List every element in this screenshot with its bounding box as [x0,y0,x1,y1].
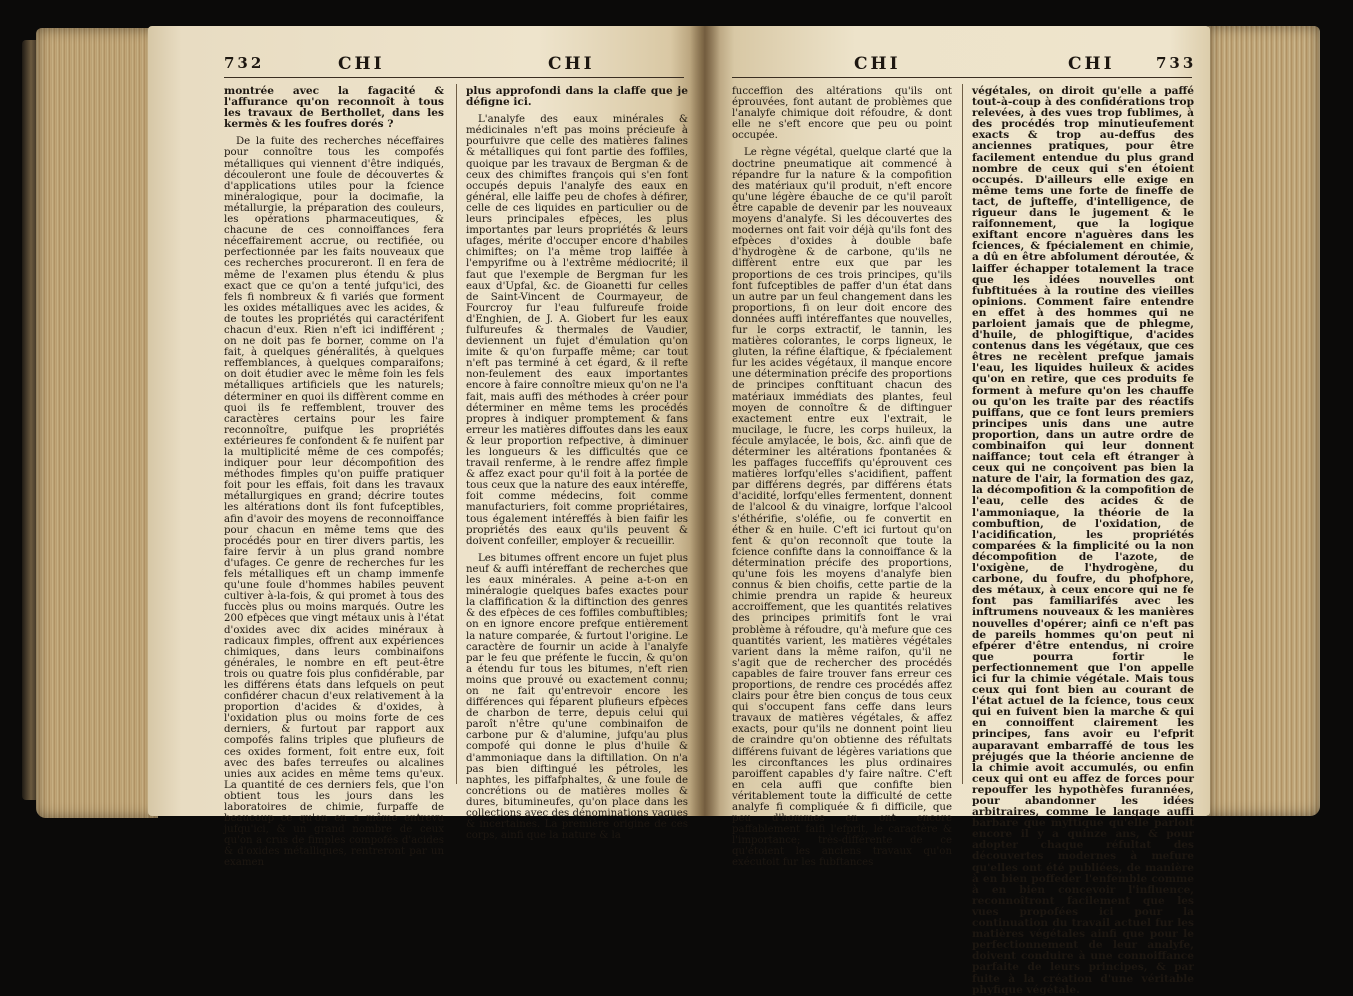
paragraph: montrée avec la fagacité & l'affurance qu'on reconnoît à tous les travaux de Berthollet, dans les kermès & les foufres dorés ? [224,85,444,131]
paragraph: De la fuite des recherches néceffaires pour connoître tous les compofés métalliques qui viennent d'être indiqués, découleront une foule de découvertes & d'applications utiles pour la fcience minéralogique, pour la docimafie, la métallurgie, la préparation des couleurs, les opérations pharmaceutiques, & chacune de ces connoiffances fera néceffairement accrue, ou rectifiée, ou perfectionnée par les faits nouveaux que ces recherches procureront. Il en fera de même de l'examen plus étendu & plus exact que ce qu'on a tenté jufqu'ici, des fels fi nombreux & fi variés que forment les oxides métalliques avec les acides, & de toutes les propriétés qui caractérifent chacun d'eux. Rien n'eft ici indifférent ; on ne doit pas fe borner, comme on l'a fait, à quelques généralités, à quelques reffemblances, à quelques comparaifons; on doit étudier avec le même foin les fels métalliques artificiels que les naturels; déterminer en quoi ils diffèrent comme en quoi ils fe reffemblent, trouver des caractères certains pour les faire reconnoître, puifque les propriétés extérieures fe confondent & fe nuifent par la multiplicité même de ces compofés; indiquer pour leur décompofition des méthodes fimples qu'on puiffe pratiquer foit pour les effais, foit dans les travaux métallurgiques en grand; décrire toutes les altérations dont ils font fufceptibles, afin d'avoir des moyens de reconnoiffance pour chacun en même tems que des procédés pour en tirer divers partis, les faire fervir à un plus grand nombre d'ufages. Ce genre de recherches fur les fels métalliques eft un champ immenfe qu'une foule d'hommes habiles peuvent cultiver à-la-fois, & qui promet à tous des fuccès plus ou moins marqués. Outre les 200 efpèces que vingt métaux unis à l'état d'oxides avec dix acides minéraux à radicaux fimples, offrent aux expériences chimiques, dans leurs combinaifons générales, le nombre en eft peut-être trois ou quatre fois plus confidérable, par les différens états dans lefquels on peut confidérer chacun d'eux relativement à la proportion d'acides & d'oxides, à l'oxidation plus ou moins forte de ces derniers, & furtout par rapport aux compofés falins triples que plufieurs de ces oxides forment, foit entre eux, foit avec des bafes terreufes ou alcalines unies aux acides en même tems qu'eux. La quantité de ces derniers fels, que l'on obtient tous les jours dans les laboratoires de chimie, furpaffe de beaucoup ce qu'on en a même entrevu jufqu'ici, & un grand nombre de ceux qu'on a crus de fimples compofés d'acides & d'oxides métalliques, rentreront par un examen [224,136,444,869]
page-stack-left [36,28,158,818]
running-head-left-column: CHI [854,54,901,74]
page-number: 732 [224,54,265,72]
header-rule [224,77,684,78]
running-head-right-column: CHI [1068,54,1115,74]
text-column-left [224,85,444,869]
paragraph: Les bitumes offrent encore un fujet plus neuf & auffi intéreffant de recherches que les eaux minérales. A peine a-t-on en minéralogie quelques bafes exactes pour la claffification & la diftinction des genres & des efpèces de ces foffiles combuftibles; on en ignore encore prefque entièrement la nature comparée, & furtout l'origine. Le caractère de fournir un acide à l'analyfe par le feu que préfente le fuccin, & qu'on a étendu fur tous les bitumes, n'eft rien moins que prouvé ou exactement connu; on ne fait qu'entrevoir encore les différences qui féparent plufieurs efpèces de charbon de terre, depuis celui qui paroît n'être qu'une combinaifon de carbone pur & d'alumine, jufqu'au plus compofé qui donne le plus d'huile & d'ammoniaque dans la diftillation. On n'a pas bien diftingué les pétroles, les naphtes, les piffafphaltes, & une foule de concrétions ou de matières molles & dures, bitumineufes, qu'on place dans les collections avec des dénominations vagues & incertaines. La première origine de ces corps, ainfi que la nature & la [466,552,688,842]
running-head-left-column: CHI [338,54,385,74]
text-column-right [972,85,1194,996]
paragraph: Le règne végétal, quelque clarté que la doctrine pneumatique ait commencé à répandre fur la nature & la compofition des matériaux qu'il produit, n'eft encore qu'une légère ébauche de ce qu'il paroît être capable de devenir par les nouveaux moyens d'analyfe. Si les découvertes des modernes ont fait voir déjà qu'ils font des efpèces d'oxides à double bafe d'hydrogène & de carbone, qu'ils ne diffèrent entre eux que par les proportions de ces trois principes, qu'ils font fufceptibles de paffer d'un état dans un autre par un feul changement dans les proportions, fi on leur doit encore des données auffi intéreffantes que nouvelles, fur le corps extractif, le tannin, les matières colorantes, le corps ligneux, le gluten, la réfine élaftique, & fpécialement fur les acides végétaux, il manque encore une détermination précife des proportions de principes conftituant chacun des matériaux immédiats des plantes, feul moyen de connoître & de diftinguer exactement entre eux l'extrait, le mucilage, le fucre, les corps huileux, la fécule amylacée, le bois, &c. ainfi que de déterminer les altérations fpontanées & les paffages fucceffifs qu'éprouvent ces matières lorfqu'elles s'acidifient, paffent par différens degrés, par différens états d'acidité, lorfqu'elles fermentent, donnent de l'alcool & du vinaigre, lorfque l'alcool s'éthérifie, s'oléfie, ou fe convertit en éther & en huile. C'eft ici furtout qu'on fent & qu'on reconnoît que toute la fcience confifte dans la connoiffance & la détermination précife des proportions, qu'une fois les moyens d'analyfe bien connus & bien choifis, cette partie de la chimie prendra un rapide & heureux accroiffement, que les quantités relatives des principes primitifs font le vrai problème à réfoudre, qu'à mefure que ces quantités varient, les matières végétales varient dans la même raifon, qu'il ne s'agit que de rechercher des procédés capables de faire trouver fans erreur ces proportions, de rendre ces procédés affez clairs pour être bien conçus de tous ceux qui s'occupent fans ceffe dans leurs travaux de matières végétales, & affez exacts, pour qu'ils ne donnent point lieu de craindre qu'on obtienne des réfultats différens fuivant de légères variations que les circonftances les plus ordinaires paroiffent capables d'y faire naître. C'eft en cela auffi que confifte bien véritablement toute la difficulté de cette analyfe fi compliquée & fi difficile, que peu d'hommes en ont encore paffablement faifi l'efprit, le caractère & l'importance; très-différente de ce qu'étoient les anciens travaux qu'on exécutoit fur les fubftances [732,147,952,869]
paragraph: L'analyfe des eaux minérales & médicinales n'eft pas moins précieufe à pourfuivre que celle des matières falines & métalliques qui font partie des foffiles, quoique par les travaux de Bergman & de ceux des chimiftes françois qui s'en font occupés depuis l'analyfe des eaux en général, elle laiffe peu de chofes à défirer, celle de ces liquides en particulier ou de leurs principales efpèces, les plus importantes par leurs propriétés & leurs ufages, mérite d'occuper encore d'habiles chimiftes; on l'a même trop laiffée à l'empyrifme ou à l'extrême médiocrité; il faut que l'exemple de Bergman fur les eaux d'Upfal, &c. de Gioanetti fur celles de Saint-Vincent de Courmayeur, de Fourcroy fur l'eau fulfureufe froide d'Enghien, de J. A. Giobert fur les eaux fulfureufes & thermales de Vaudier, deviennent un fujet d'émulation qu'on imite & qu'on furpaffe même; car tout n'eft pas terminé à cet égard, & il refte non-feulement des eaux importantes encore à faire connoître mieux qu'on ne l'a fait, mais auffi des méthodes à créer pour déterminer en même tems les procédés propres à indiquer promptement & fans erreur les matières diffoutes dans les eaux & leur proportion refpective, à diminuer les longueurs & les difficultés que ce travail renferme, à le rendre affez fimple & affez exact pour qu'il foit à la portée de tous ceux que la nature des eaux intéreffe, foit comme médecins, foit comme manufacturiers, foit comme propriétaires, tous également intéreffés à bien faifir les propriétés des eaux qu'ils peuvent & doivent confeiller, employer & recueillir. [466,114,688,547]
column-divider [962,84,963,784]
right-page [704,26,1210,996]
text-column-left [732,86,952,869]
text-column-right [466,85,688,842]
paragraph: plus approfondi dans la claffe que je défigne ici. [466,85,688,109]
header-rule [732,77,1192,78]
running-head-right-column: CHI [548,54,595,74]
book-gutter [690,26,720,816]
column-divider [456,84,457,784]
left-page [148,26,704,869]
page-number: 733 [1156,54,1197,72]
paragraph: fucceffion des altérations qu'ils ont éprouvées, font autant de problèmes que l'analyfe chimique doit réfoudre, & dont elle ne s'eft encore que peu ou point occupée. [732,86,952,142]
page-stack-right [1208,26,1320,816]
paragraph: végétales, on diroit qu'elle a paffé tout-à-coup à des confidérations trop relevées, à des vues trop fublimes, à des procédés trop minutieufement exacts & trop au-deffus des anciennes pratiques, pour être facilement entendue du plus grand nombre de ceux qui s'en étoient occupés. D'ailleurs elle exige en même tems une forte de fineffe de tact, de jufteffe, d'intelligence, de rigueur dans le jugement & le raifonnement, que la logique exiftant encore n'aguères dans les fciences, & fpécialement en chimie, a dû en être abfolument déroutée, & laiffer échapper totalement la trace que les idées nouvelles ont fubftituées à la routine des vieilles opinions. Comment faire entendre en effet à des hommes qui ne parloient jamais que de phlegme, d'huile, de phlogiftique, d'acides contenus dans les végétaux, que ces êtres ne recèlent prefque jamais l'eau, les liquides huileux & acides qu'on en retire, que ces produits fe forment à mefure qu'on les chauffe ou qu'on les traite par des réactifs puiffans, que ce font leurs premiers principes unis dans une autre proportion, dans un autre ordre de combinaifon qui leur donnent naiffance; tout cela eft étranger à ceux qui ne conçoivent pas bien la nature de l'air, la formation des gaz, la décompofition & la compofition de l'eau, celle des acides & de l'ammoniaque, la théorie de la combuftion, de l'oxidation, de l'acidification, les propriétés comparées & la fimplicité ou la non décompofition de l'azote, de l'oxigène, de l'hydrogène, du carbone, du foufre, du phofphore, des métaux, à ceux encore qui ne fe font pas familiarifés avec les inftrumens nouveaux & les manières nouvelles d'opérer; ainfi ce n'eft pas de pareils hommes qu'on peut ni efpérer d'être entendus, ni croire que pourra fortir le perfectionnement que l'on appelle ici fur la chimie végétale. Mais tous ceux qui font bien au courant de l'état actuel de la fcience, tous ceux qui en fuivent bien la marche & qui en connoiffent clairement les principes, fans avoir eu l'efprit auparavant embarraffé de tous les préjugés que la théorie ancienne de la chimie avoit accumulés, ou enfin ceux qui ont eu affez de forces pour repouffer les hypothèfes furannées, pour abandonner les idées arbitraires, comme le langage auffi barbare que myftique qu'elle parloit encore il y a quinze ans, & pour adopter chaque réfultat des découvertes modernes à mefure qu'elles ont été publiées, de manière à en bien poffeder l'enfemble comme à en bien concevoir l'influence, reconnoîtront facilement que les vues propofées ici pour la continuation du travail actuel fur les matières végétales ainfi que pour le perfectionnement de leur analyfe, doivent conduire à une connoiffance parfaite de leurs principes, & par fuite à la création d'une véritable phyfique végétale. [972,85,1194,996]
